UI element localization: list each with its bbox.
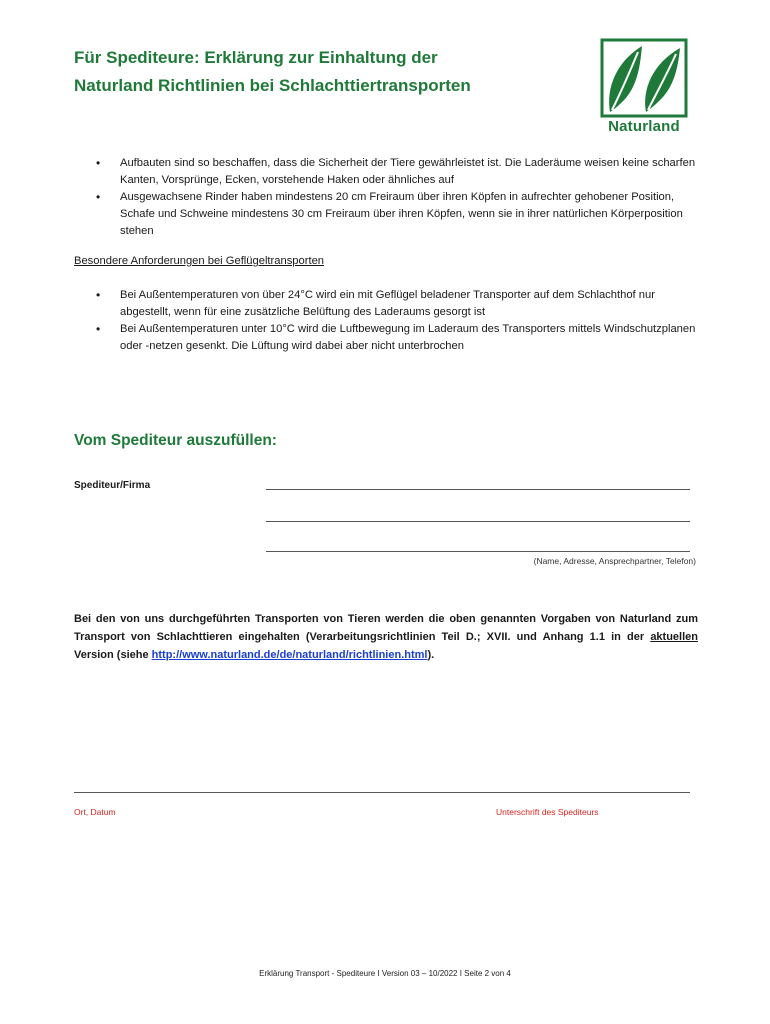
logo-wordmark: Naturland [608, 118, 680, 135]
form-section-title: Vom Spediteur auszufüllen: [74, 432, 277, 449]
leaf-logo-icon [598, 38, 690, 118]
declaration-part-2: Version (siehe [74, 649, 152, 661]
poultry-heading: Besondere Anforderungen bei Geflügeltransporten [74, 255, 325, 267]
title-line-2: Naturland Richtlinien bei Schlachttiertransporten [74, 76, 471, 95]
declaration-text [74, 610, 698, 664]
poultry-list [74, 287, 698, 355]
signature-label: Unterschrift des Spediteurs [496, 807, 599, 817]
guidelines-link[interactable]: http://www.naturland.de/de/naturland/richtlinien.html [151, 649, 428, 661]
page-footer: Erklärung Transport - Spediteure I Version 03 – 10/2022 I Seite 2 von 4 [259, 969, 511, 978]
declaration-underlined: aktuellen [650, 631, 698, 643]
list-item: • Aufbauten sind so beschaffen, dass die Sicherheit der Tiere gewährleistet ist. Die Laderäume weisen keine scharfen Kanten, Vorsprünge, Ecken, vorstehende Haken oder ähnliches auf [74, 155, 698, 189]
title-line-1: Für Spediteure: Erklärung zur Einhaltung der [74, 48, 438, 67]
declaration-part-1: Bei den von uns durchgeführten Transporten von Tieren werden die oben genannten Vorgaben von Naturland zum Transport von Schlachttieren eingehalten (Verarbeitungsrichtlinien Teil D.; XVII. und Anhang 1.1 in der [74, 613, 698, 643]
carrier-field-label: Spediteur/Firma [74, 480, 151, 491]
declaration-part-3: ). [427, 649, 435, 661]
list-item: • Bei Außentemperaturen von über 24°C wird ein mit Geflügel beladener Transporter auf dem Schlachthof nur abgestellt, wenn für eine zusätzliche Belüftung des Laderaums gesorgt ist [74, 287, 698, 321]
list-item: • Bei Außentemperaturen unter 10°C wird die Luftbewegung im Laderaum des Transporters mittels Windschutzplanen oder -netzen gesenkt. Die Lüftung wird dabei aber nicht unterbrochen [74, 321, 698, 355]
carrier-input-line-3[interactable] [266, 551, 690, 552]
carrier-field-hint: (Name, Adresse, Ansprechpartner, Telefon) [533, 556, 696, 566]
list-item: • Ausgewachsene Rinder haben mindestens 20 cm Freiraum über ihren Köpfen in aufrechter gehobener Position, Schafe und Schweine mindestens 30 cm Freiraum über ihren Köpfen, wenn sie in ihrer natürlichen Körperposition stehen [74, 189, 698, 240]
requirements-list [74, 155, 698, 240]
carrier-input-line-1[interactable] [266, 489, 690, 490]
carrier-input-line-2[interactable] [266, 521, 690, 522]
place-date-label: Ort, Datum [74, 807, 116, 817]
page-title [74, 44, 544, 100]
signature-line[interactable] [74, 792, 690, 793]
naturland-logo [598, 38, 690, 138]
